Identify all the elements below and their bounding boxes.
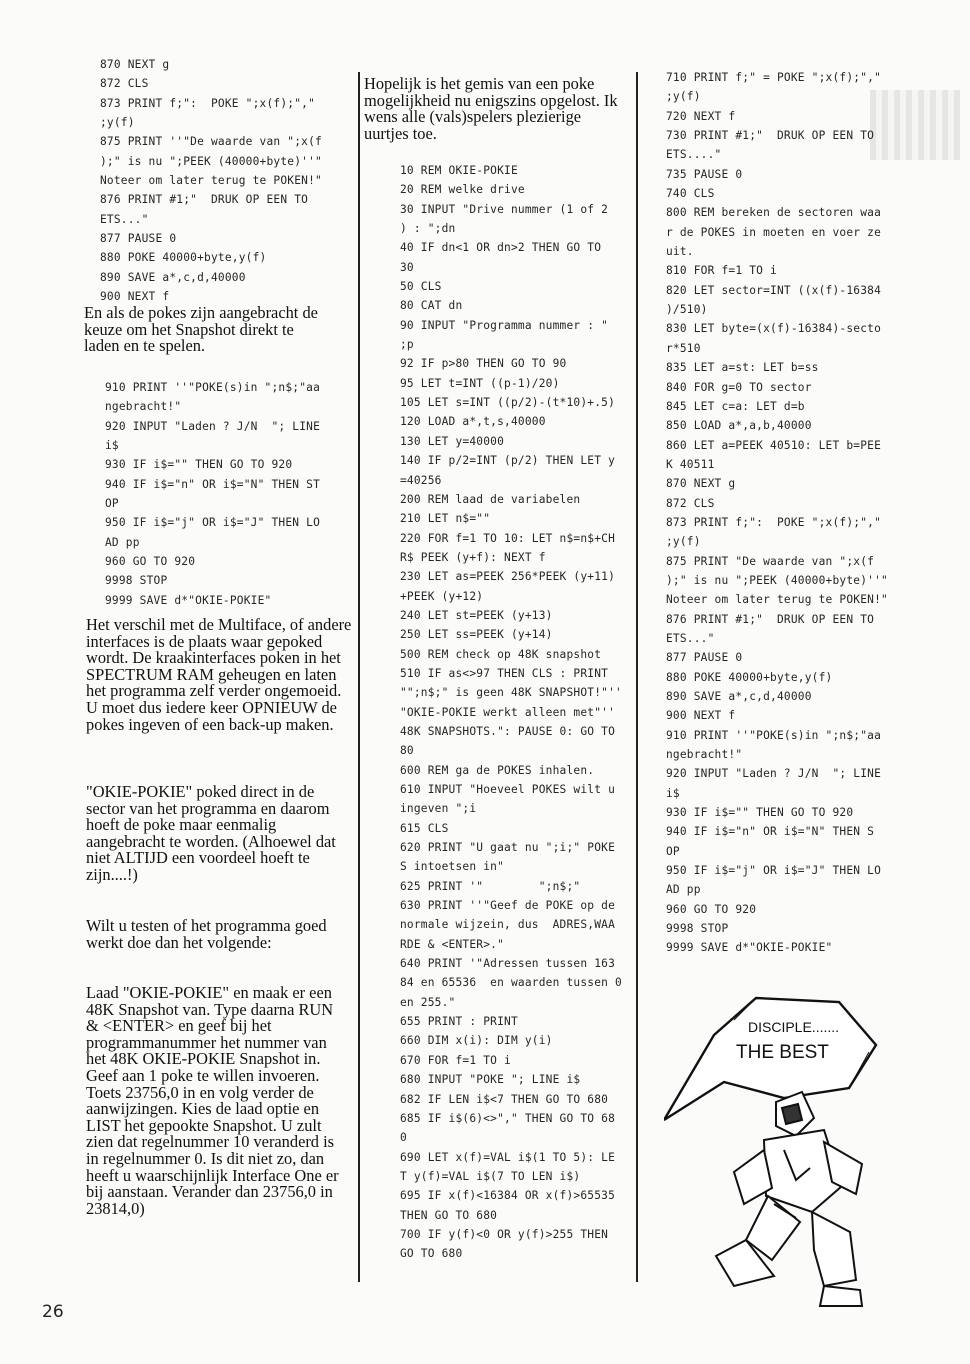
code-line: 800 REM bereken de sectoren waa [666, 206, 881, 220]
code-line: 200 REM laad de variabelen [400, 492, 581, 506]
code-line: 877 PAUSE 0 [100, 232, 177, 246]
code-block-col1-b [105, 378, 320, 610]
code-line: 880 POKE 40000+byte,y(f) [100, 251, 267, 265]
code-line: 230 LET as=PEEK 256*PEEK (y+11) [400, 570, 615, 584]
code-line: S intoetsen in" [400, 860, 505, 874]
code-line: 730 PRINT #1;" DRUK OP EEN TO [666, 129, 875, 143]
code-line: 735 PAUSE 0 [666, 167, 743, 181]
code-line: 876 PRINT #1;" DRUK OP EEN TO [666, 612, 875, 626]
code-line: AD pp [666, 883, 701, 897]
code-line: 10 REM OKIE-POKIE [400, 164, 518, 177]
code-line: T y(f)=VAL i$(7 TO LEN i$) [400, 1169, 581, 1183]
code-line: 685 IF i$(6)<>"," THEN GO TO 68 [400, 1111, 615, 1125]
code-line: 873 PRINT f;": POKE ";x(f);"," [666, 515, 881, 529]
code-line: R$ PEEK (y+f): NEXT f [400, 550, 546, 564]
code-line: 630 PRINT ''"Geef de POKE op de [400, 899, 615, 913]
code-line: 500 REM check op 48K snapshot [400, 647, 602, 661]
code-line: 80 [400, 744, 414, 758]
code-line: 240 LET st=PEEK (y+13) [400, 608, 553, 622]
code-line: 510 IF as<>97 THEN CLS : PRINT [400, 666, 609, 680]
code-line: 870 NEXT g [100, 58, 170, 71]
code-line: 250 LET ss=PEEK (y+14) [400, 628, 553, 642]
column-divider-right [636, 72, 638, 1282]
code-line: ngebracht!" [666, 748, 743, 762]
paragraph-text: "OKIE-POKIE" poked direct in de sector van het programma en daarom hoeft de poke maar eenmalig aangebracht te worden. (Alhoewel dat niet ALTIJD een voordeel hoeft te zijn....!) [86, 782, 336, 884]
code-line: 860 LET a=PEEK 40510: LET b=PEE [666, 438, 881, 452]
code-block-col2 [400, 161, 622, 1264]
code-line: 880 POKE 40000+byte,y(f) [666, 670, 833, 684]
code-line: 80 CAT dn [400, 299, 463, 313]
paragraph-text: Laad "OKIE-POKIE" en maak er een 48K Snapshot van. Type daarna RUN & <ENTER> en geef bij het programmanummer het nummer van het 48K OKIE-POKIE Snapshot in. Geef aan 1 poke te willen invoeren. Toets 23756,0 in en volg verder de aanwijzingen. Kies de laad optie en LIST het gepookte Snapshot. U zult zien dat regelnummer 10 veranderd is in regelnummer 0. Is dit niet zo, dan heeft u waarschijnlijk Interface One er bij aanstaan. Verander dan 23756,0 in 23814,0) [86, 983, 339, 1218]
code-block-col3 [666, 68, 888, 958]
code-line: 940 IF i$="n" OR i$="N" THEN S [666, 825, 875, 839]
code-line: GO TO 680 [400, 1247, 463, 1261]
code-line: normale wijzein, dus ADRES,WAA [400, 918, 615, 932]
code-line: 710 PRINT f;" = POKE ";x(f);"," [666, 71, 881, 84]
code-line: 625 PRINT '" ";n$;" [400, 879, 581, 893]
code-line: 92 IF p>80 THEN GO TO 90 [400, 357, 567, 371]
badge-line2: THE BEST [736, 1042, 829, 1063]
code-line: 960 GO TO 920 [105, 555, 196, 569]
code-line: 620 PRINT "U gaat nu ";i;" POKE [400, 841, 615, 855]
code-line: 950 IF i$="j" OR i$="J" THEN LO [666, 864, 881, 878]
code-line: i$ [105, 439, 119, 453]
code-line: 0 [400, 1131, 407, 1145]
code-line: AD pp [105, 535, 140, 549]
paragraph-text: Wilt u testen of het programma goed werkt doe dan het volgende: [86, 916, 327, 952]
code-line: 105 LET s=INT ((p/2)-(t*10)+.5) [400, 396, 615, 410]
code-line: 130 LET y=40000 [400, 434, 505, 448]
code-line: 640 PRINT '"Adressen tussen 163 [400, 957, 615, 971]
code-line: 682 IF LEN i$<7 THEN GO TO 680 [400, 1092, 609, 1106]
code-line: 210 LET n$="" [400, 512, 491, 526]
code-line: =40256 [400, 473, 442, 487]
code-line: uit. [666, 245, 694, 259]
code-line: 95 LET t=INT ((p-1)/20) [400, 376, 560, 390]
code-line: OP [666, 844, 680, 858]
code-line: 9999 SAVE d*"OKIE-POKIE" [105, 593, 272, 607]
code-line: 930 IF i$="" THEN GO TO 920 [666, 806, 854, 820]
code-line: 660 DIM x(i): DIM y(i) [400, 1034, 553, 1048]
code-line: i$ [666, 786, 680, 800]
code-line: ngebracht!" [105, 400, 182, 414]
code-line: 820 LET sector=INT ((x(f)-16384 [666, 283, 881, 297]
code-line: 20 REM welke drive [400, 183, 525, 197]
code-line: +PEEK (y+12) [400, 589, 484, 603]
paragraph-text: En als de pokes zijn aangebracht de keuze om het Snapshot direkt te laden en te spelen. [84, 303, 318, 356]
paragraph-testen [86, 918, 341, 951]
code-line: 48K SNAPSHOTS.": PAUSE 0: GO TO [400, 724, 615, 738]
column-divider-left [358, 72, 360, 1282]
code-line: Noteer om later terug te POKEN!" [666, 593, 888, 607]
code-line: 700 IF y(f)<0 OR y(f)>255 THEN [400, 1227, 609, 1241]
code-line: 877 PAUSE 0 [666, 651, 743, 665]
code-line: 875 PRINT ''"De waarde van ";x(f [100, 135, 322, 149]
code-line: 876 PRINT #1;" DRUK OP EEN TO [100, 193, 309, 207]
code-line: 9998 STOP [666, 922, 729, 936]
code-line: 870 NEXT g [666, 477, 736, 491]
code-line: ;y(f) [666, 535, 701, 549]
code-line: 600 REM ga de POKES inhalen. [400, 763, 595, 777]
code-line: 90 INPUT "Programma nummer : " [400, 318, 609, 332]
code-line: K 40511 [666, 457, 715, 471]
code-line: THEN GO TO 680 [400, 1208, 498, 1222]
code-line: 950 IF i$="j" OR i$="J" THEN LO [105, 516, 320, 530]
code-line: 910 PRINT ''"POKE(s)in ";n$;"aa [105, 381, 320, 394]
code-line: ;y(f) [100, 116, 135, 130]
code-block-col1-a [100, 55, 322, 306]
badge-line1: DISCIPLE....... [748, 1019, 840, 1035]
page-number: 26 [42, 1302, 64, 1322]
code-line: 220 FOR f=1 TO 10: LET n$=n$+CH [400, 531, 615, 545]
code-line: en 255." [400, 995, 456, 1009]
robot-figure [716, 1092, 862, 1306]
paragraph-instructies [86, 985, 348, 1217]
code-line: ) : ";dn [400, 222, 456, 236]
code-line: 900 NEXT f [666, 709, 736, 723]
code-line: 890 SAVE a*,c,d,40000 [666, 690, 812, 703]
code-line: 30 INPUT "Drive nummer (1 of 2 [400, 202, 609, 216]
code-line: 9999 SAVE d*"OKIE-POKIE" [666, 941, 833, 955]
paragraph-multiface [86, 617, 354, 733]
code-line: 830 LET byte=(x(f)-16384)-secto [666, 322, 881, 336]
code-line: RDE & <ENTER>." [400, 937, 505, 951]
code-line: 720 NEXT f [666, 109, 736, 123]
code-line: 930 IF i$="" THEN GO TO 920 [105, 458, 293, 472]
paragraph-hopelijk [364, 76, 626, 142]
code-line: 695 IF x(f)<16384 OR x(f)>65535 [400, 1189, 615, 1203]
code-line: 615 CLS [400, 821, 449, 835]
code-line: 655 PRINT : PRINT [400, 1015, 518, 1029]
code-line: 740 CLS [666, 187, 715, 201]
code-line: r de POKES in moeten en voer ze [666, 225, 881, 239]
code-line: 140 IF p/2=INT (p/2) THEN LET y [400, 454, 615, 468]
code-line: 40 IF dn<1 OR dn>2 THEN GO TO [400, 241, 602, 255]
code-line: 50 CLS [400, 280, 442, 294]
code-line: 920 INPUT "Laden ? J/N "; LINE [105, 419, 320, 433]
code-line: );" is nu ";PEEK (40000+byte)''" [100, 154, 322, 168]
code-line: 670 FOR f=1 TO i [400, 1053, 511, 1067]
code-line: 840 FOR g=0 TO sector [666, 380, 812, 394]
paragraph-pokes-aangebracht [84, 305, 329, 355]
code-line: 873 PRINT f;": POKE ";x(f);"," [100, 96, 315, 110]
code-line: 960 GO TO 920 [666, 902, 757, 916]
code-line: 610 INPUT "Hoeveel POKES wilt u [400, 783, 615, 796]
code-line: 890 SAVE a*,c,d,40000 [100, 270, 246, 284]
code-line: ingeven ";i [400, 802, 477, 816]
code-line: 850 LOAD a*,a,b,40000 [666, 419, 812, 433]
code-line: 940 IF i$="n" OR i$="N" THEN ST [105, 477, 320, 491]
code-line: "OKIE-POKIE werkt alleen met"'' [400, 705, 615, 719]
code-line: 810 FOR f=1 TO i [666, 264, 777, 278]
code-line: 30 [400, 260, 414, 274]
paragraph-okie-pokie-sector [86, 784, 342, 884]
code-line: )/510) [666, 303, 708, 317]
code-line: OP [105, 497, 119, 511]
code-line: ETS..." [666, 631, 715, 645]
code-line: 835 LET a=st: LET b=ss [666, 361, 819, 375]
code-line: 9998 STOP [105, 574, 168, 588]
paragraph-text: Hopelijk is het gemis van een poke mogelijkheid nu enigszins opgelost. Ik wens alle (vals)spelers plezierige uurtjes toe. [364, 74, 618, 143]
disciple-badge-illustration [664, 990, 904, 1310]
code-line: 690 LET x(f)=VAL i$(1 TO 5): LE [400, 1150, 615, 1164]
code-line: 872 CLS [100, 77, 149, 91]
code-line: 872 CLS [666, 496, 715, 510]
code-line: );" is nu ";PEEK (40000+byte)''" [666, 573, 888, 587]
code-line: "";n$;" is geen 48K SNAPSHOT!"'' [400, 686, 622, 700]
code-line: ETS...." [666, 148, 722, 162]
code-line: 84 en 65536 en waarden tussen 0 [400, 976, 622, 990]
code-line: ;y(f) [666, 90, 701, 104]
code-line: ;p [400, 338, 414, 352]
paragraph-text: Het verschil met de Multiface, of andere interfaces is de plaats waar gepoked wordt. De kraakinterfaces poken in het SPECTRUM RAM geheugen en laten het programma zelf verder ongemoeid. U moet dus iedere keer OPNIEUW de pokes ingeven of een back-up maken. [86, 615, 352, 734]
code-line: ETS..." [100, 212, 149, 226]
code-line: 120 LOAD a*,t,s,40000 [400, 415, 546, 429]
code-line: r*510 [666, 341, 701, 355]
code-line: 900 NEXT f [100, 290, 170, 304]
code-line: 910 PRINT ''"POKE(s)in ";n$;"aa [666, 728, 881, 742]
code-line: 680 INPUT "POKE "; LINE i$ [400, 1073, 581, 1087]
code-line: 875 PRINT "De waarde van ";x(f [666, 554, 875, 568]
code-line: Noteer om later terug te POKEN!" [100, 174, 322, 188]
code-line: 845 LET c=a: LET d=b [666, 399, 805, 413]
code-line: 920 INPUT "Laden ? J/N "; LINE [666, 767, 881, 781]
